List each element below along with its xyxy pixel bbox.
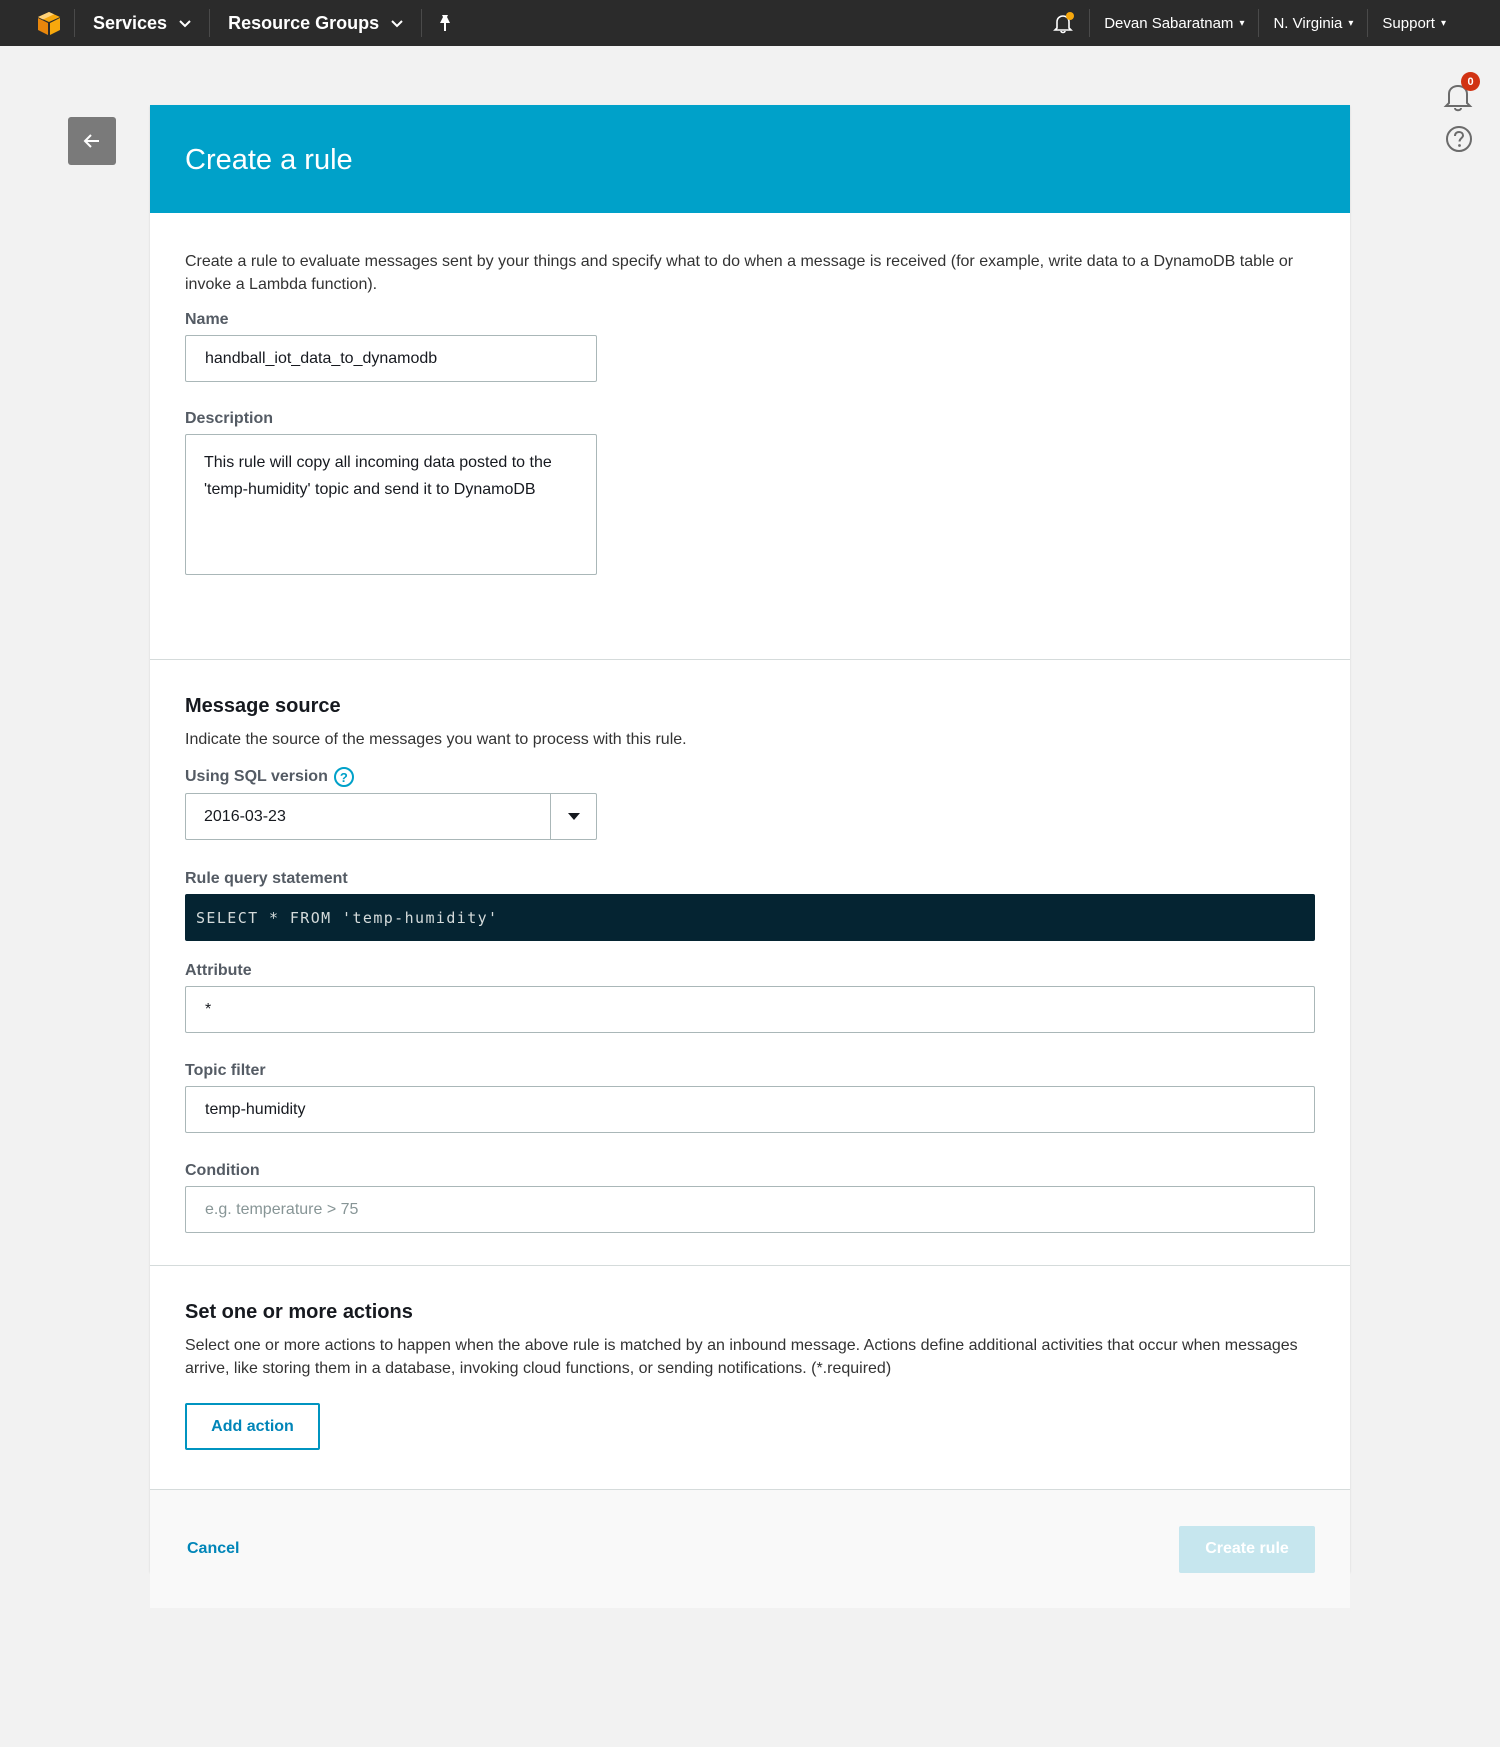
description-value: This rule will copy all incoming data posted to the 'temp-humidity' topic and send it to DynamoDB (204, 454, 552, 498)
actions-heading: Set one or more actions (185, 1301, 413, 1323)
name-label-text: Name (185, 311, 229, 328)
caret-down-icon: ▾ (1348, 17, 1354, 29)
attribute-label-text: Attribute (185, 962, 252, 979)
user-name: Devan Sabaratnam (1104, 14, 1234, 32)
sql-version-value: 2016-03-23 (204, 807, 286, 825)
create-rule-label: Create rule (1205, 1540, 1289, 1557)
condition-label (185, 1162, 1315, 1180)
support-menu[interactable] (1368, 0, 1460, 46)
name-label (185, 311, 1315, 329)
description-textarea[interactable] (185, 434, 597, 575)
add-action-label: Add action (211, 1417, 294, 1435)
caret-down-icon: ▾ (1239, 17, 1245, 29)
message-source-section (150, 660, 1350, 1266)
sql-version-select[interactable] (185, 793, 597, 840)
region-menu[interactable] (1259, 0, 1367, 46)
arrow-left-icon (83, 132, 101, 150)
query-label (185, 870, 1315, 888)
attribute-input[interactable] (185, 986, 1315, 1033)
sql-version-label (185, 767, 1315, 787)
create-rule-button[interactable] (1179, 1526, 1315, 1573)
card-footer (150, 1490, 1350, 1608)
intro-text: Create a rule to evaluate messages sent by your things and specify what to do when a message is received (for example, write data to a DynamoDB table or invoke a Lambda function). (185, 253, 1294, 293)
aws-logo-icon[interactable] (24, 0, 74, 46)
top-nav (0, 0, 1500, 46)
topic-filter-input[interactable] (185, 1086, 1315, 1133)
topic-filter-value: temp-humidity (205, 1100, 306, 1118)
actions-description: Select one or more actions to happen when the above rule is matched by an inbound message. Actions define additional activities that occur when messages arrive, like storing them in a database, invoking cloud functions, or sending notifications. (*.required) (185, 1337, 1298, 1377)
notification-bell-icon[interactable] (1039, 12, 1089, 34)
attribute-label (185, 962, 1315, 980)
rule-query-statement[interactable] (185, 894, 1315, 941)
chevron-down-icon (391, 17, 403, 31)
help-icon[interactable] (1445, 125, 1473, 153)
sql-version-help-icon[interactable]: ? (334, 767, 354, 787)
create-rule-card (150, 105, 1350, 1572)
condition-label-text: Condition (185, 1162, 260, 1179)
page-title: Create a rule (185, 143, 353, 176)
topic-filter-label-text: Topic filter (185, 1062, 266, 1079)
sql-version-label-text: Using SQL version (185, 768, 328, 785)
actions-section (150, 1266, 1350, 1490)
user-menu[interactable] (1090, 0, 1258, 46)
description-label (185, 410, 1315, 428)
add-action-button[interactable] (185, 1403, 320, 1450)
description-label-text: Description (185, 410, 274, 427)
caret-down-icon: ▾ (1440, 17, 1446, 29)
query-label-text: Rule query statement (185, 870, 348, 887)
services-label: Services (93, 12, 168, 33)
query-value: SELECT * FROM 'temp-humidity' (196, 908, 499, 927)
services-menu[interactable] (75, 0, 209, 46)
rule-details-section (150, 250, 1350, 660)
card-header (150, 105, 1350, 213)
resource-groups-menu[interactable] (210, 0, 421, 46)
condition-input[interactable] (185, 1186, 1315, 1233)
nav-right (1039, 0, 1460, 46)
dropdown-caret-icon[interactable] (550, 794, 596, 839)
condition-placeholder: e.g. temperature > 75 (205, 1200, 359, 1218)
notification-count-badge: 0 (1461, 72, 1480, 91)
name-value: handball_iot_data_to_dynamodb (205, 349, 438, 367)
pin-icon[interactable] (422, 14, 468, 32)
name-input[interactable] (185, 335, 597, 382)
message-source-heading: Message source (185, 695, 341, 717)
chevron-down-icon (179, 17, 191, 31)
attribute-value: * (205, 1000, 212, 1018)
cancel-button[interactable]: Cancel (187, 1540, 240, 1557)
support-label: Support (1382, 14, 1435, 32)
message-source-description: Indicate the source of the messages you want to process with this rule. (185, 731, 687, 748)
region-name: N. Virginia (1273, 14, 1343, 32)
topic-filter-label (185, 1062, 1315, 1080)
resource-groups-label: Resource Groups (228, 12, 380, 33)
back-button[interactable] (68, 117, 116, 165)
